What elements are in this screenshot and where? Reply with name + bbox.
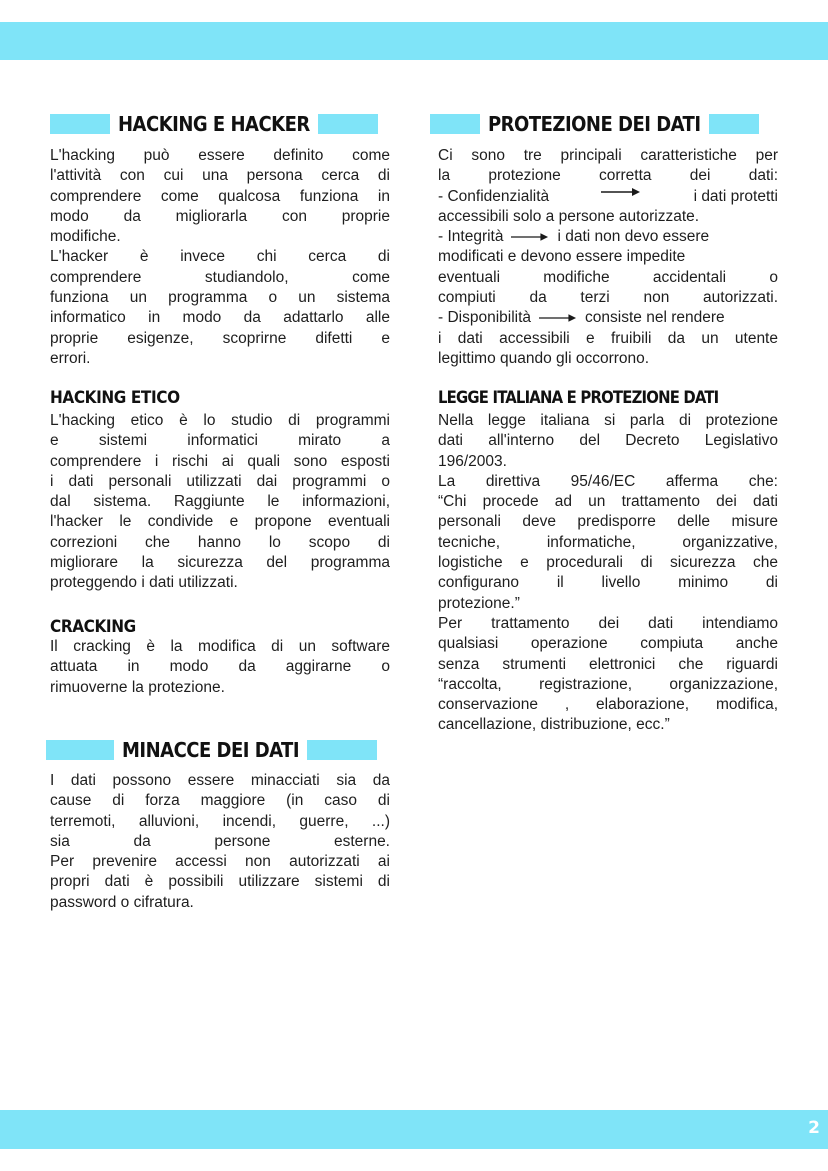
section-title-minacce — [46, 736, 377, 764]
text-line: la protezione corretta dei dati: — [438, 167, 778, 185]
section-title-hacking — [50, 110, 378, 138]
arrow-right-icon — [601, 187, 641, 197]
property-confidenzialita — [438, 187, 778, 207]
text-line: migliorare la sicurezza del programma — [50, 554, 390, 572]
text-line: e sistemi informatici mirato a — [50, 432, 390, 450]
minacce-paragraph — [50, 771, 390, 913]
bottom-banner — [0, 1110, 828, 1149]
text-line: modificati e devono essere impedite — [438, 248, 686, 266]
text-line: personali deve predisporre delle misure — [438, 513, 778, 531]
protezione-paragraph — [438, 146, 778, 369]
title-bar-right — [318, 114, 378, 134]
arrow-right-icon — [539, 313, 577, 323]
text-line: protezione.” — [438, 594, 520, 612]
text-line: Per prevenire accessi non autorizzati ai — [50, 853, 390, 871]
text-line: 196/2003. — [438, 452, 507, 470]
text-line: modifiche. — [50, 228, 121, 246]
text-line: conservazione , elaborazione, modifica, — [438, 696, 778, 714]
text-line: qualsiasi operazione compiuta anche — [438, 635, 778, 653]
property-description: i dati non devo essere — [557, 228, 710, 246]
text-line: eventuali modifiche accidentali o — [438, 268, 778, 286]
text-line: senza strumenti elettronici che riguardi — [438, 655, 778, 673]
text-line: propri dati è possibili utilizzare sistemi di — [50, 873, 390, 891]
section-heading: MINACCE DEI DATI — [122, 738, 300, 762]
property-label: - Confidenzialità — [438, 187, 550, 205]
text-line: “raccolta, registrazione, organizzazione, — [438, 675, 778, 693]
property-integrita — [438, 227, 778, 247]
title-bar-left — [46, 740, 114, 760]
text-line: informatico in modo da adattarlo alle — [50, 309, 390, 327]
text-line: Nella legge italiana si parla di protezione — [438, 412, 778, 429]
section-title-protezione — [430, 110, 759, 138]
text-line: Il cracking è la modifica di un software — [50, 638, 390, 655]
page-number: 2 — [808, 1118, 820, 1138]
property-label: - Disponibilità — [438, 309, 532, 327]
text-line: cancellazione, distribuzione, ecc.” — [438, 716, 670, 734]
hacking-paragraph — [50, 146, 390, 369]
text-line: l'attività con cui una persona cerca di — [50, 167, 390, 185]
text-line: dati all'interno del Decreto Legislativo — [438, 432, 778, 450]
text-line: logistiche e procedurali di sicurezza che — [438, 554, 778, 572]
text-line: tecniche, informatiche, organizzative, — [438, 533, 778, 551]
text-line: L'hacking può essere definito come — [50, 147, 390, 164]
text-line: terremoti, alluvioni, incendi, guerre, ...) — [50, 812, 390, 830]
text-line: rimuoverne la protezione. — [50, 678, 225, 696]
subsection-heading-legge: LEGGE ITALIANA E PROTEZIONE DATI — [438, 388, 719, 407]
text-line: configurano il livello minimo di — [438, 574, 778, 592]
title-bar-right — [709, 114, 759, 134]
etico-paragraph — [50, 411, 390, 594]
text-line: proprie esigenze, scoprirne difetti e — [50, 329, 390, 347]
text-line: Per trattamento dei dati intendiamo — [438, 614, 778, 632]
cracking-paragraph — [50, 637, 390, 698]
text-line: funziona un programma o un sistema — [50, 289, 390, 307]
property-label: - Integrità — [438, 228, 504, 246]
section-heading: HACKING E HACKER — [118, 112, 310, 136]
text-line: cause di forza maggiore (in caso di — [50, 792, 390, 810]
property-description: i dati protetti — [693, 187, 778, 205]
title-bar-left — [430, 114, 480, 134]
top-banner — [0, 22, 828, 60]
text-line: correzioni che hanno lo scopo di — [50, 533, 390, 551]
text-line: i dati accessibili e fruibili da un utente — [438, 329, 778, 347]
subsection-heading-cracking: CRACKING — [50, 617, 136, 637]
title-bar-left — [50, 114, 110, 134]
text-line: comprendere studiandolo, come — [50, 268, 390, 286]
title-bar-right — [307, 740, 377, 760]
section-heading: PROTEZIONE DEI DATI — [488, 112, 701, 136]
text-line: Ci sono tre principali caratteristiche per — [438, 147, 778, 164]
text-line: dal sistema. Raggiunte le informazioni, — [50, 493, 390, 511]
text-line: proteggendo i dati utilizzati. — [50, 574, 238, 592]
legge-paragraph — [438, 411, 778, 736]
text-line: modo da migliorarla con proprie — [50, 207, 390, 225]
text-line: La direttiva 95/46/EC afferma che: — [438, 472, 778, 490]
text-line: comprendere come qualcosa funziona in — [50, 187, 390, 205]
text-line: “Chi procede ad un trattamento dei dati — [438, 493, 778, 511]
text-line: L'hacker è invece chi cerca di — [50, 248, 390, 266]
text-line: attuata in modo da aggirarne o — [50, 658, 390, 676]
arrow-right-icon — [511, 232, 549, 242]
text-line: password o cifratura. — [50, 893, 194, 911]
text-line: errori. — [50, 349, 91, 367]
text-line: L'hacking etico è lo studio di programmi — [50, 412, 390, 429]
text-line: I dati possono essere minacciati sia da — [50, 772, 390, 789]
property-description: consiste nel rendere — [585, 309, 725, 327]
text-line: sia da persone esterne. — [50, 832, 390, 850]
text-line: compiuti da terzi non autorizzati. — [438, 289, 778, 307]
text-line: legittimo quando gli occorrono. — [438, 349, 650, 367]
text-line: l'hacker le condivide e propone eventuali — [50, 513, 390, 531]
text-line: accessibili solo a persone autorizzate. — [438, 207, 700, 225]
subsection-heading-etico: HACKING ETICO — [50, 388, 180, 408]
text-line: i dati personali utilizzati dai programmi o — [50, 472, 390, 490]
property-disponibilita — [438, 308, 778, 328]
text-line: comprendere i rischi ai quali sono esposti — [50, 452, 390, 470]
